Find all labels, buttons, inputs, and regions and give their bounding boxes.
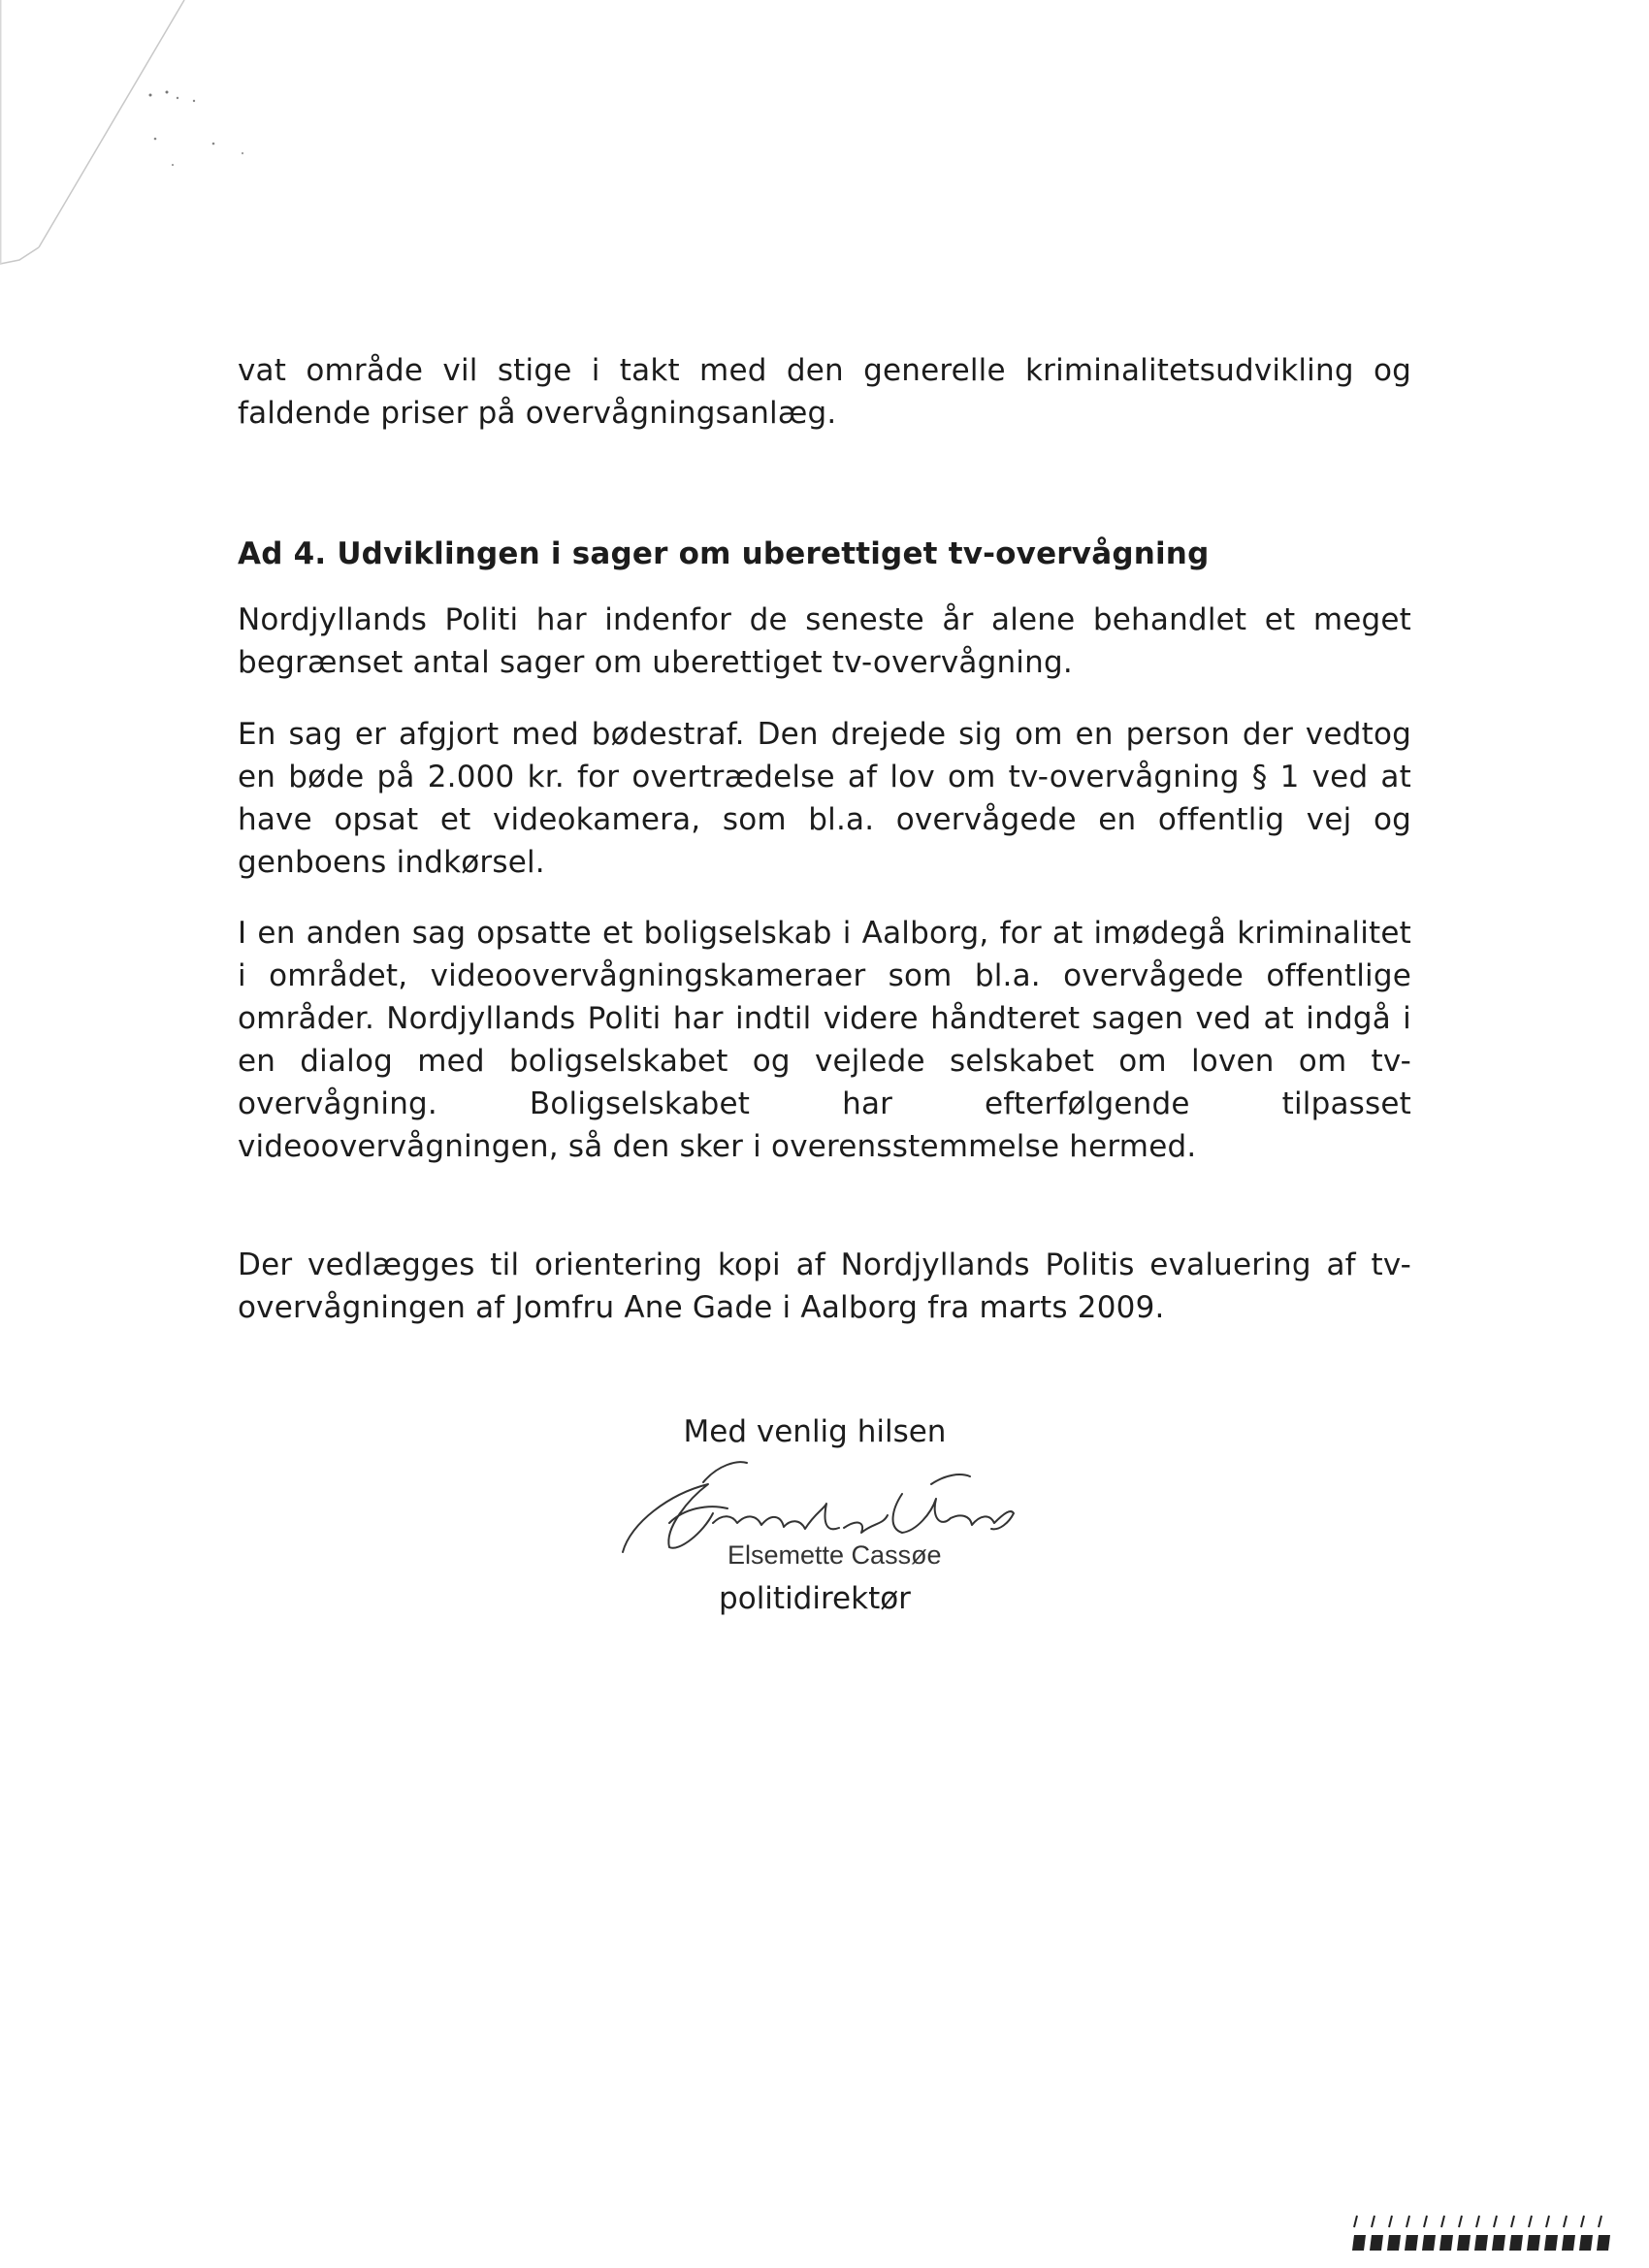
paragraph-housing-case-text: I en anden sag opsatte et boligselskab i Aalborg, for at imødegå kriminalitet i området, videoovervågningskameraer som bl.a. overvågede offentlige områder. Nordjyllands Politi har indtil videre håndteret sagen ved at indgå i en dialog med boligselskabet og vejlede selskabet om loven om tv-overvågning. Boligselskabet har efterfølgende tilpasset videoovervågningen, så den sker i overensstemmelse hermed.: [238, 916, 1411, 1164]
folded-corner-shadow: [0, 0, 252, 272]
paragraph-housing-case: [238, 912, 1411, 1168]
paragraph-cases-overview: [238, 599, 1411, 684]
paragraph-attachment-note-text: Der vedlægges til orientering kopi af Nordjyllands Politis evaluering af tv-overvågningen af Jomfru Ane Gade i Aalborg fra marts 2009.: [238, 1247, 1411, 1325]
closing-greeting: Med venlig hilsen: [683, 1414, 947, 1449]
paragraph-fine-case-text: En sag er afgjort med bødestraf. Den drejede sig om en person der vedtog en bøde på 2.000 kr. for overtrædelse af lov om tv-overvågning § 1 ved at have opsat et videokamera, som bl.a. overvågede en offentlig vej og genboens indkørsel.: [238, 717, 1411, 880]
paragraph-fine-case: [238, 713, 1411, 884]
section-heading: Ad 4. Udviklingen i sager om uberettiget tv-overvågning: [238, 536, 1210, 571]
paragraph-intro-text: vat område vil stige i takt med den generelle kriminalitetsudvikling og faldende priser på overvågningsanlæg.: [238, 353, 1411, 431]
handwritten-signature: [611, 1455, 1028, 1576]
scan-barcode-marks: [1350, 2214, 1612, 2252]
paragraph-intro: [238, 349, 1411, 435]
signatory-title: politidirektør: [719, 1581, 911, 1616]
paragraph-cases-overview-text: Nordjyllands Politi har indenfor de seneste år alene behandlet et meget begrænset antal sager om uberettiget tv-overvågning.: [238, 602, 1411, 680]
paragraph-attachment-note: [238, 1244, 1411, 1329]
signature-overlay-text: Elsemette Cassøe: [728, 1540, 942, 1570]
